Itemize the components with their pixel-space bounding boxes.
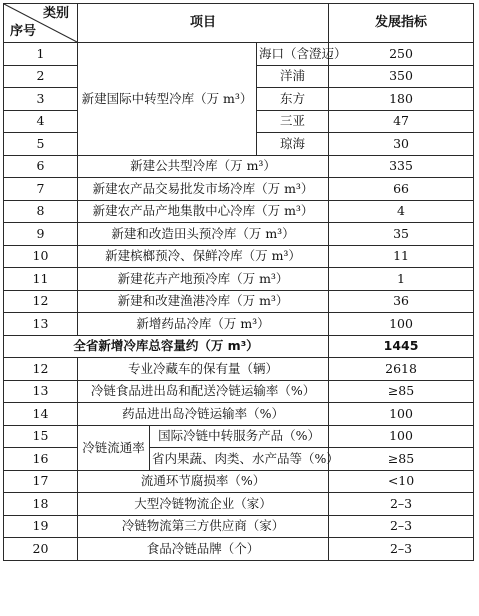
group-label-cell: 新建国际中转型冷库（万 m³） bbox=[78, 43, 257, 156]
table-row bbox=[4, 470, 474, 493]
value-cell: 100 bbox=[329, 313, 474, 336]
value-cell: 250 bbox=[329, 43, 474, 66]
group-label-cell: 冷链流通率 bbox=[78, 425, 150, 470]
table-row bbox=[4, 538, 474, 561]
serial-number-cell: 7 bbox=[4, 178, 78, 201]
serial-number-cell: 14 bbox=[4, 403, 78, 426]
serial-number-cell: 9 bbox=[4, 223, 78, 246]
serial-number-cell: 10 bbox=[4, 245, 78, 268]
item-cell: 新建花卉产地预冷库（万 m³） bbox=[78, 268, 329, 291]
value-cell: 100 bbox=[329, 425, 474, 448]
serial-number-cell: 2 bbox=[4, 65, 78, 88]
serial-number-cell: 3 bbox=[4, 88, 78, 111]
table-row bbox=[4, 155, 474, 178]
table-row bbox=[4, 223, 474, 246]
development-indicator-table bbox=[3, 3, 474, 561]
serial-number-cell: 15 bbox=[4, 425, 78, 448]
value-cell: 35 bbox=[329, 223, 474, 246]
sub-item-cell: 洋浦 bbox=[257, 65, 329, 88]
item-cell: 新建和改造田头预冷库（万 m³） bbox=[78, 223, 329, 246]
value-cell: 180 bbox=[329, 88, 474, 111]
item-cell: 冷链食品进出岛和配送冷链运输率（%） bbox=[78, 380, 329, 403]
total-row bbox=[4, 335, 474, 358]
item-cell: 冷链物流第三方供应商（家） bbox=[78, 515, 329, 538]
target-header: 发展指标 bbox=[329, 4, 474, 43]
item-cell: 大型冷链物流企业（家） bbox=[78, 493, 329, 516]
item-cell: 新建公共型冷库（万 m³） bbox=[78, 155, 329, 178]
table-row bbox=[4, 200, 474, 223]
table-row bbox=[4, 515, 474, 538]
serial-number-cell: 4 bbox=[4, 110, 78, 133]
item-cell: 新建农产品交易批发市场冷库（万 m³） bbox=[78, 178, 329, 201]
value-cell: 2–3 bbox=[329, 538, 474, 561]
item-cell: 药品进出岛冷链运输率（%） bbox=[78, 403, 329, 426]
value-cell: 2–3 bbox=[329, 515, 474, 538]
serial-number-cell: 1 bbox=[4, 43, 78, 66]
serial-number-cell: 12 bbox=[4, 358, 78, 381]
table-row bbox=[4, 268, 474, 291]
value-cell: 100 bbox=[329, 403, 474, 426]
serial-number-cell: 13 bbox=[4, 380, 78, 403]
sub-item-cell: 国际冷链中转服务产品（%） bbox=[150, 425, 329, 448]
item-header: 项目 bbox=[78, 4, 329, 43]
header-row bbox=[4, 4, 474, 43]
serial-number-cell: 19 bbox=[4, 515, 78, 538]
sub-item-cell: 三亚 bbox=[257, 110, 329, 133]
serial-number-cell: 6 bbox=[4, 155, 78, 178]
item-cell: 新建农产品产地集散中心冷库（万 m³） bbox=[78, 200, 329, 223]
sub-item-cell: 东方 bbox=[257, 88, 329, 111]
serial-number-cell: 12 bbox=[4, 290, 78, 313]
serial-number-header: 序号 bbox=[10, 24, 37, 39]
total-label-cell: 全省新增冷库总容量约（万 m³） bbox=[4, 335, 329, 358]
serial-number-cell: 5 bbox=[4, 133, 78, 156]
serial-number-cell: 11 bbox=[4, 268, 78, 291]
serial-number-cell: 17 bbox=[4, 470, 78, 493]
value-cell: 2618 bbox=[329, 358, 474, 381]
sub-item-cell: 省内果蔬、肉类、水产品等（%） bbox=[150, 448, 329, 471]
sub-item-cell: 海口（含澄迈） bbox=[257, 43, 329, 66]
value-cell: ≥85 bbox=[329, 380, 474, 403]
value-cell: 4 bbox=[329, 200, 474, 223]
serial-number-cell: 16 bbox=[4, 448, 78, 471]
value-cell: 1 bbox=[329, 268, 474, 291]
item-cell: 食品冷链品牌（个） bbox=[78, 538, 329, 561]
value-cell: <10 bbox=[329, 470, 474, 493]
corner-header-cell bbox=[4, 4, 78, 43]
table-row bbox=[4, 178, 474, 201]
value-cell: 11 bbox=[329, 245, 474, 268]
serial-number-cell: 20 bbox=[4, 538, 78, 561]
value-cell: 30 bbox=[329, 133, 474, 156]
item-cell: 流通环节腐损率（%） bbox=[78, 470, 329, 493]
table-row bbox=[4, 358, 474, 381]
value-cell: 335 bbox=[329, 155, 474, 178]
table-row bbox=[4, 425, 474, 448]
value-cell: 66 bbox=[329, 178, 474, 201]
value-cell: 36 bbox=[329, 290, 474, 313]
value-cell: 2–3 bbox=[329, 493, 474, 516]
value-cell: 350 bbox=[329, 65, 474, 88]
value-cell: 47 bbox=[329, 110, 474, 133]
sub-item-cell: 琼海 bbox=[257, 133, 329, 156]
table-row bbox=[4, 43, 474, 66]
total-value-cell: 1445 bbox=[329, 335, 474, 358]
table-row bbox=[4, 448, 474, 471]
table-row bbox=[4, 245, 474, 268]
item-cell: 新建槟榔预冷、保鲜冷库（万 m³） bbox=[78, 245, 329, 268]
category-header: 类别 bbox=[42, 6, 69, 21]
table-row bbox=[4, 313, 474, 336]
item-cell: 新建和改建渔港冷库（万 m³） bbox=[78, 290, 329, 313]
value-cell: ≥85 bbox=[329, 448, 474, 471]
item-cell: 专业冷藏车的保有量（辆） bbox=[78, 358, 329, 381]
item-cell: 新增药品冷库（万 m³） bbox=[78, 313, 329, 336]
serial-number-cell: 8 bbox=[4, 200, 78, 223]
table-row bbox=[4, 380, 474, 403]
table-row bbox=[4, 290, 474, 313]
serial-number-cell: 18 bbox=[4, 493, 78, 516]
serial-number-cell: 13 bbox=[4, 313, 78, 336]
table-row bbox=[4, 403, 474, 426]
table-row bbox=[4, 493, 474, 516]
